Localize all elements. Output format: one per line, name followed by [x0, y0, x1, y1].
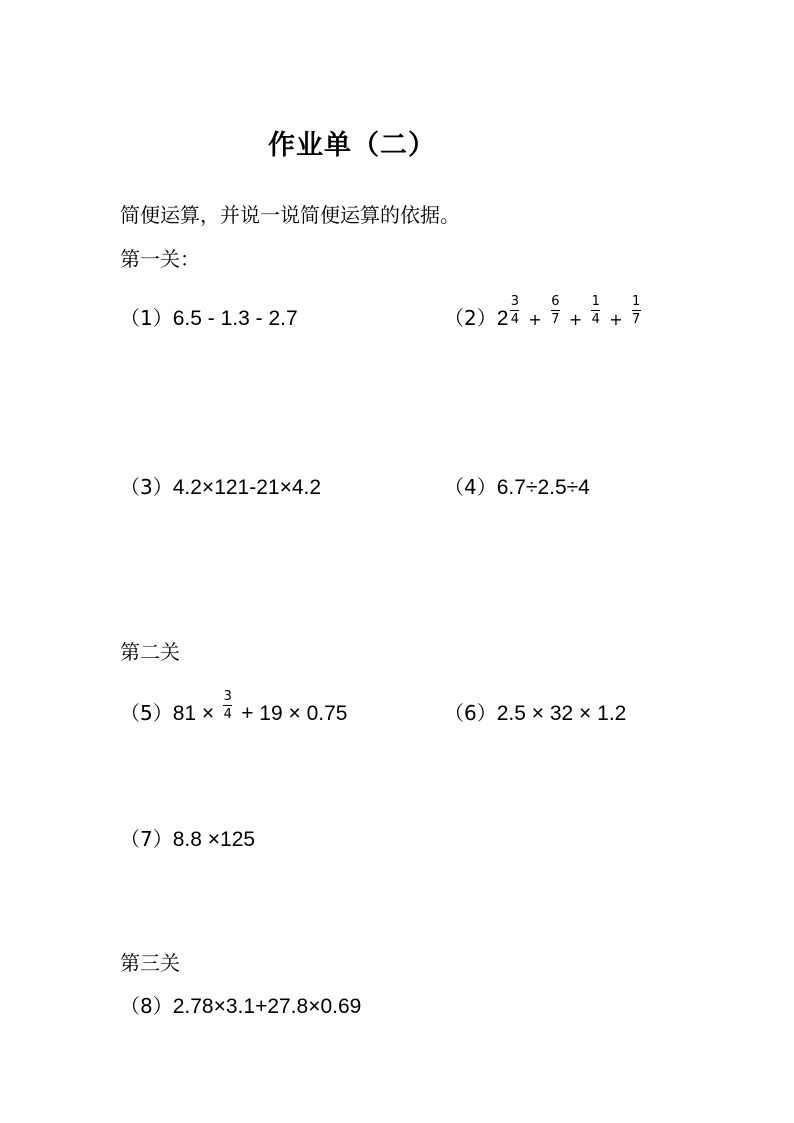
- fraction-1-4: $\frac{1}{4}$: [591, 294, 600, 327]
- worksheet-title: 作业单（二）: [268, 130, 436, 161]
- level-1-heading: 第一关：: [120, 247, 200, 271]
- problem-1-expression: 6.5 - 1.3 - 2.7: [172, 307, 298, 330]
- problem-8-expression: 2.78×3.1+27.8×0.69: [172, 995, 362, 1018]
- problem-2-label: （2）: [444, 306, 497, 330]
- problem-4-expression: 6.7÷2.5÷4: [496, 476, 590, 499]
- problem-3-label: （3）: [120, 475, 173, 499]
- problem-5-expression-end: + 19 × 0.75: [241, 702, 348, 725]
- problem-7-label: （7）: [120, 827, 173, 851]
- problem-4: [444, 471, 590, 500]
- fraction-1-7: $\frac{1}{7}$: [632, 294, 641, 327]
- problem-6-expression: 2.5 × 32 × 1.2: [496, 702, 627, 725]
- plus-sign: +: [568, 310, 583, 329]
- problem-5-label: （5）: [120, 701, 173, 725]
- problem-5-expression-start: 81 ×: [172, 702, 215, 725]
- problem-1: [120, 302, 298, 331]
- problem-1-label: （1）: [120, 306, 173, 330]
- problem-2: [444, 294, 643, 336]
- plus-sign: +: [528, 310, 542, 329]
- fraction-3-4: $\frac{3}{4}$: [223, 689, 232, 722]
- problem-3: [120, 471, 321, 500]
- problem-6: [444, 697, 626, 726]
- problem-3-expression: 4.2×121-21×4.2: [172, 476, 322, 499]
- problem-7: [120, 823, 255, 852]
- plus-sign: +: [609, 310, 623, 329]
- fraction-3-4: $\frac{3}{4}$: [510, 294, 520, 327]
- problem-7-expression: 8.8 ×125: [172, 828, 256, 851]
- problem-8-label: （8）: [120, 994, 173, 1018]
- problem-4-label: （4）: [444, 475, 497, 499]
- problem-5: [120, 689, 348, 731]
- level-3-heading: 第三关: [120, 951, 180, 975]
- problem-8: [120, 990, 361, 1019]
- problem-2-whole-number: 2: [496, 307, 509, 330]
- level-2-heading: 第二关: [120, 640, 180, 664]
- problem-6-label: （6）: [444, 701, 497, 725]
- instruction-text: 简便运算，并说一说简便运算的依据。: [120, 203, 460, 227]
- fraction-6-7: $\frac{6}{7}$: [551, 294, 560, 327]
